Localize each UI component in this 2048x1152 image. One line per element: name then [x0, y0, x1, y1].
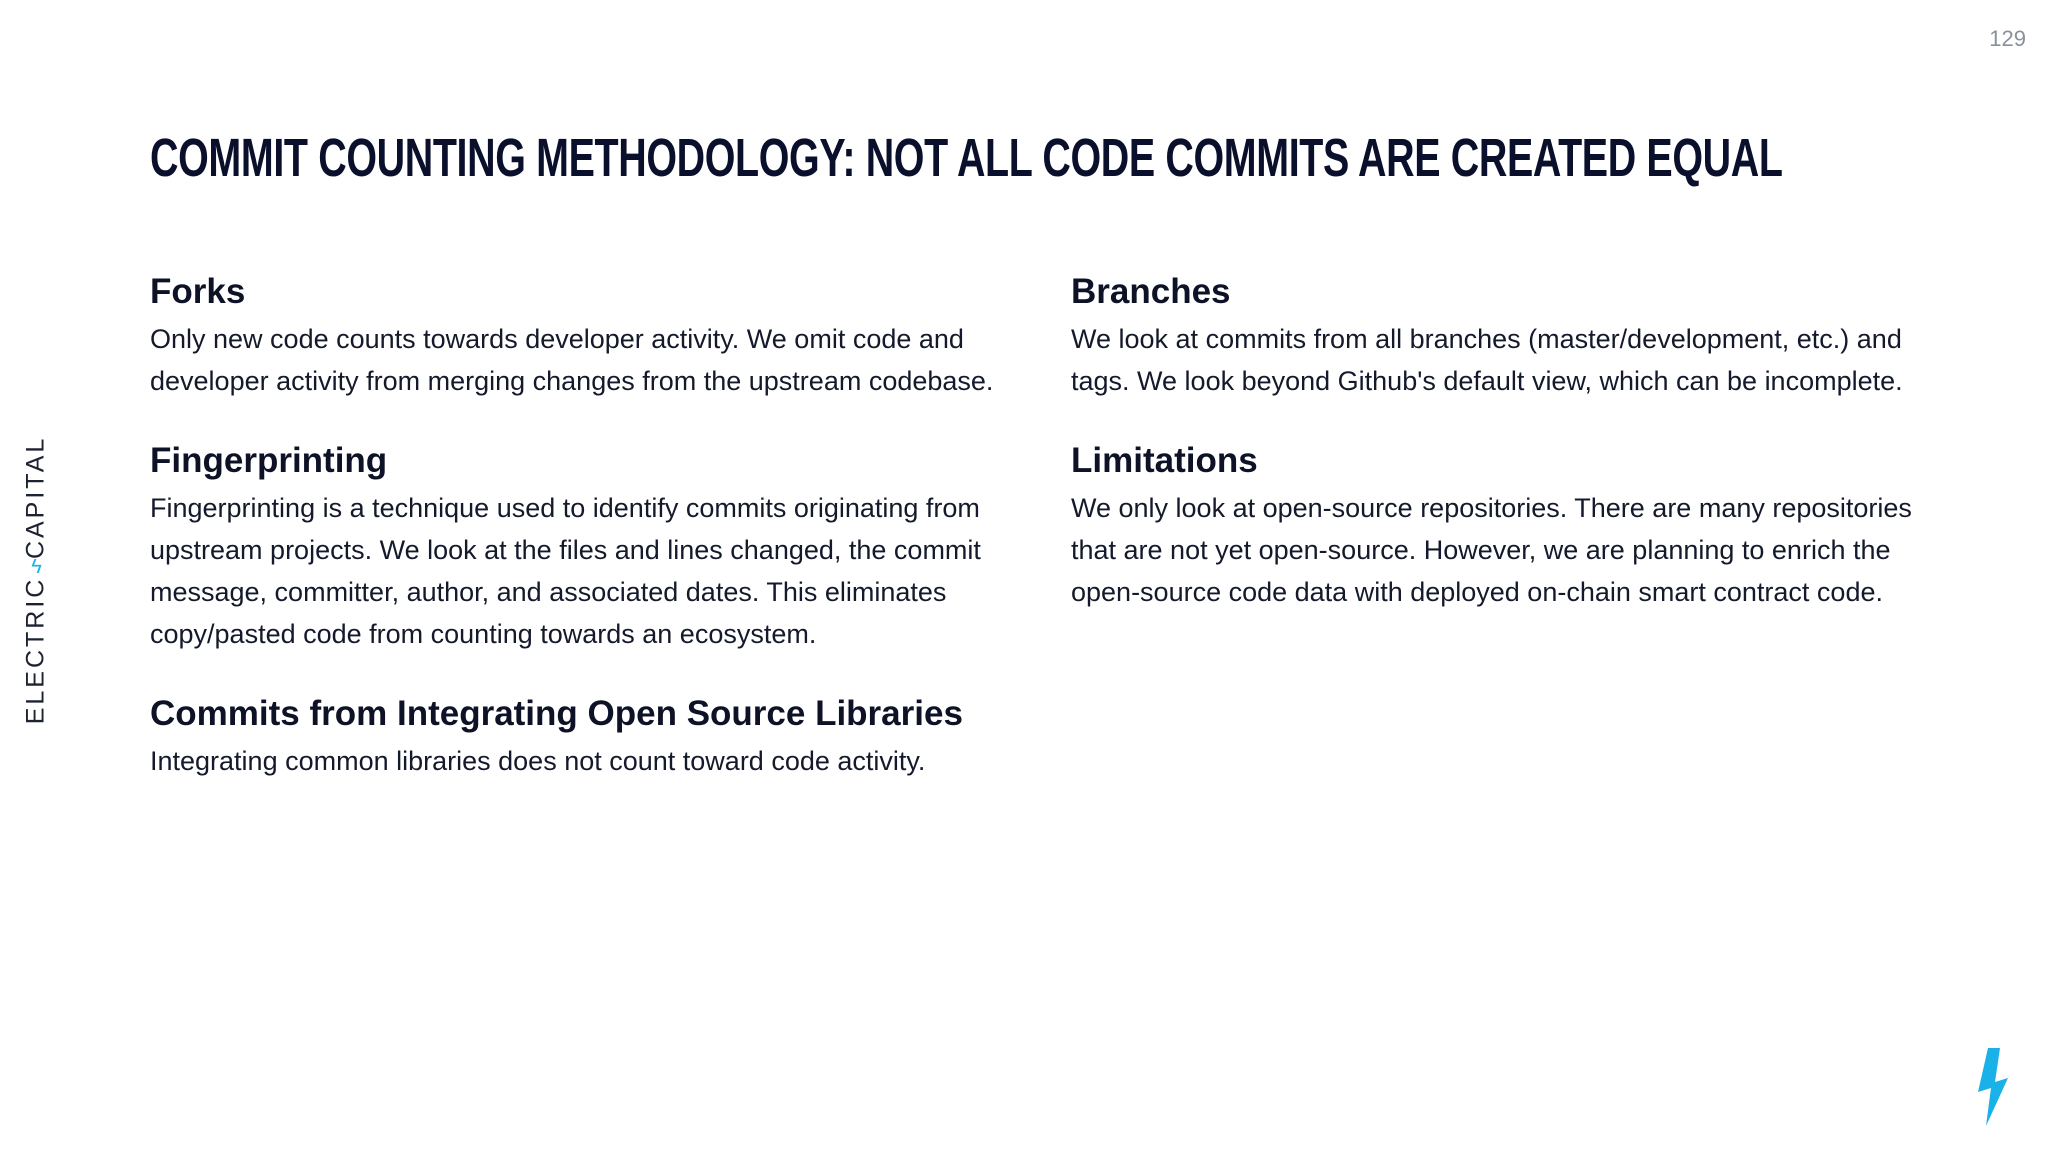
section-heading: Forks — [150, 272, 246, 311]
section-limitations — [1071, 439, 1931, 613]
section-branches — [1071, 270, 1931, 402]
section-body: Fingerprinting is a technique used to identify commits originating from upstream projects. We look at the files and lines changed, the commit message, committer, author, and associated dates. This eliminates copy/pasted code from counting towards an ecosystem. — [150, 493, 981, 649]
section-body: Integrating common libraries does not count toward code activity. — [150, 746, 926, 776]
section-forks — [150, 270, 1010, 402]
section-fingerprinting — [150, 439, 1010, 655]
brand-wordmark — [18, 435, 54, 725]
section-body: We look at commits from all branches (master/development, etc.) and tags. We look beyond Github's default view, which can be incomplete. — [1071, 324, 1903, 396]
page-number: 129 — [1989, 26, 2026, 51]
left-column — [150, 270, 1010, 819]
section-open-source-libraries — [150, 692, 1010, 782]
section-heading: Fingerprinting — [150, 441, 388, 480]
section-heading: Limitations — [1071, 441, 1258, 480]
section-body: Only new code counts towards developer activity. We omit code and developer activity from merging changes from the upstream codebase. — [150, 324, 994, 396]
lightning-bolt-icon — [1978, 1048, 2008, 1126]
brand-text — [22, 436, 51, 725]
brand-right: CAPITAL — [21, 435, 50, 560]
brand-left: ELECTRIC — [21, 576, 50, 725]
section-heading: Commits from Integrating Open Source Libraries — [150, 694, 963, 733]
bolt-icon: ϟ — [31, 556, 45, 579]
page-title: COMMIT COUNTING METHODOLOGY: NOT ALL CODE COMMITS ARE CREATED EQUAL — [150, 128, 1783, 188]
section-heading: Branches — [1071, 272, 1231, 311]
right-column — [1071, 270, 1931, 650]
section-body: We only look at open-source repositories. There are many repositories that are not yet open-source. However, we are planning to enrich the open-source code data with deployed on-chain smart contract code. — [1071, 493, 1912, 607]
